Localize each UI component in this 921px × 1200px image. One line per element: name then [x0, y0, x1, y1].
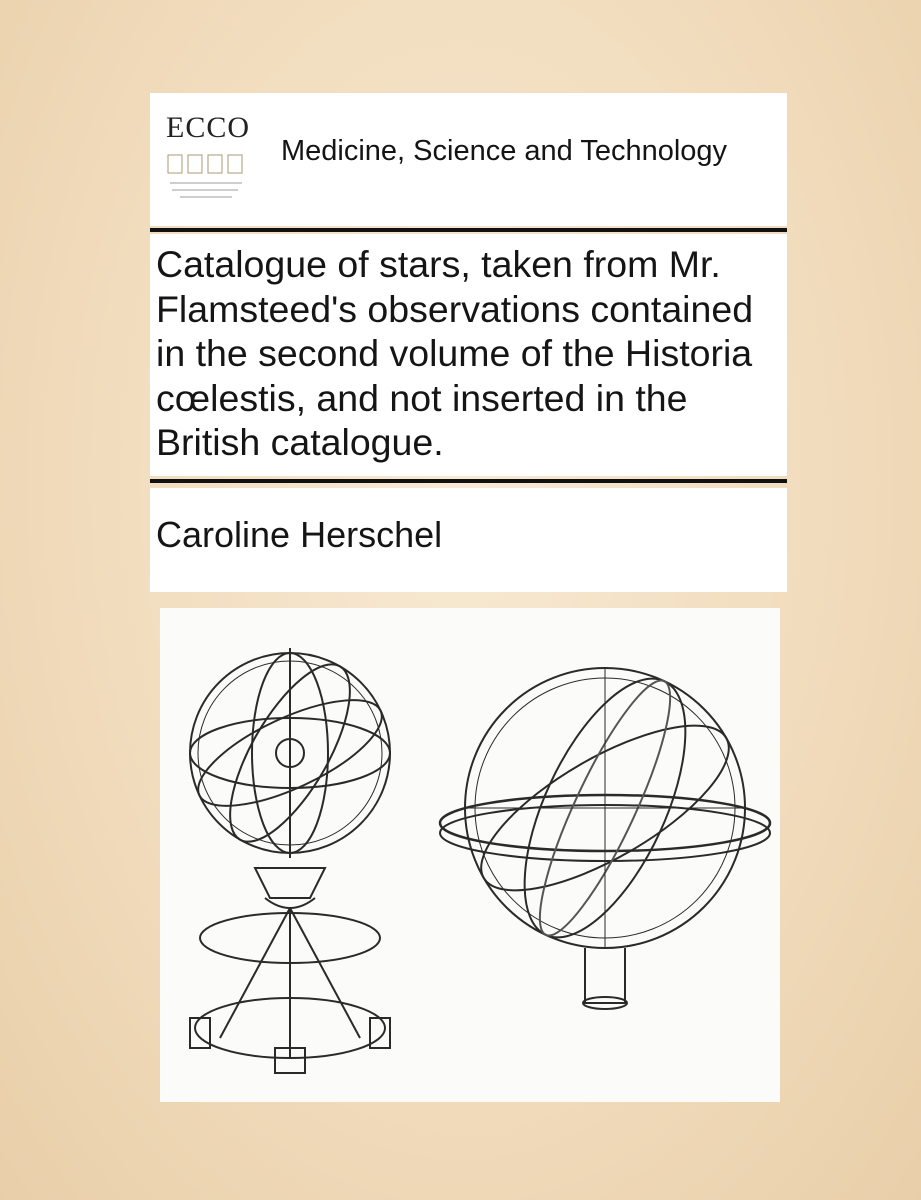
- series-header: [150, 93, 787, 226]
- armillary-spheres-icon: [160, 608, 780, 1102]
- ecco-logo: [166, 111, 266, 217]
- book-title: Catalogue of stars, taken from Mr. Flamsteed's observations contained in the second volume of the Historia cœlestis, and not inserted in the British catalogue.: [156, 243, 754, 463]
- cover-illustration: [160, 608, 780, 1102]
- divider-rule: [150, 228, 787, 232]
- author-block: [150, 488, 787, 592]
- logo-text: ECCO: [166, 111, 251, 144]
- title-block: [150, 234, 787, 476]
- book-author: Caroline Herschel: [156, 514, 443, 555]
- ecco-logo-icon: [166, 153, 266, 217]
- divider-rule: [150, 479, 787, 483]
- series-title: Medicine, Science and Technology: [281, 135, 728, 167]
